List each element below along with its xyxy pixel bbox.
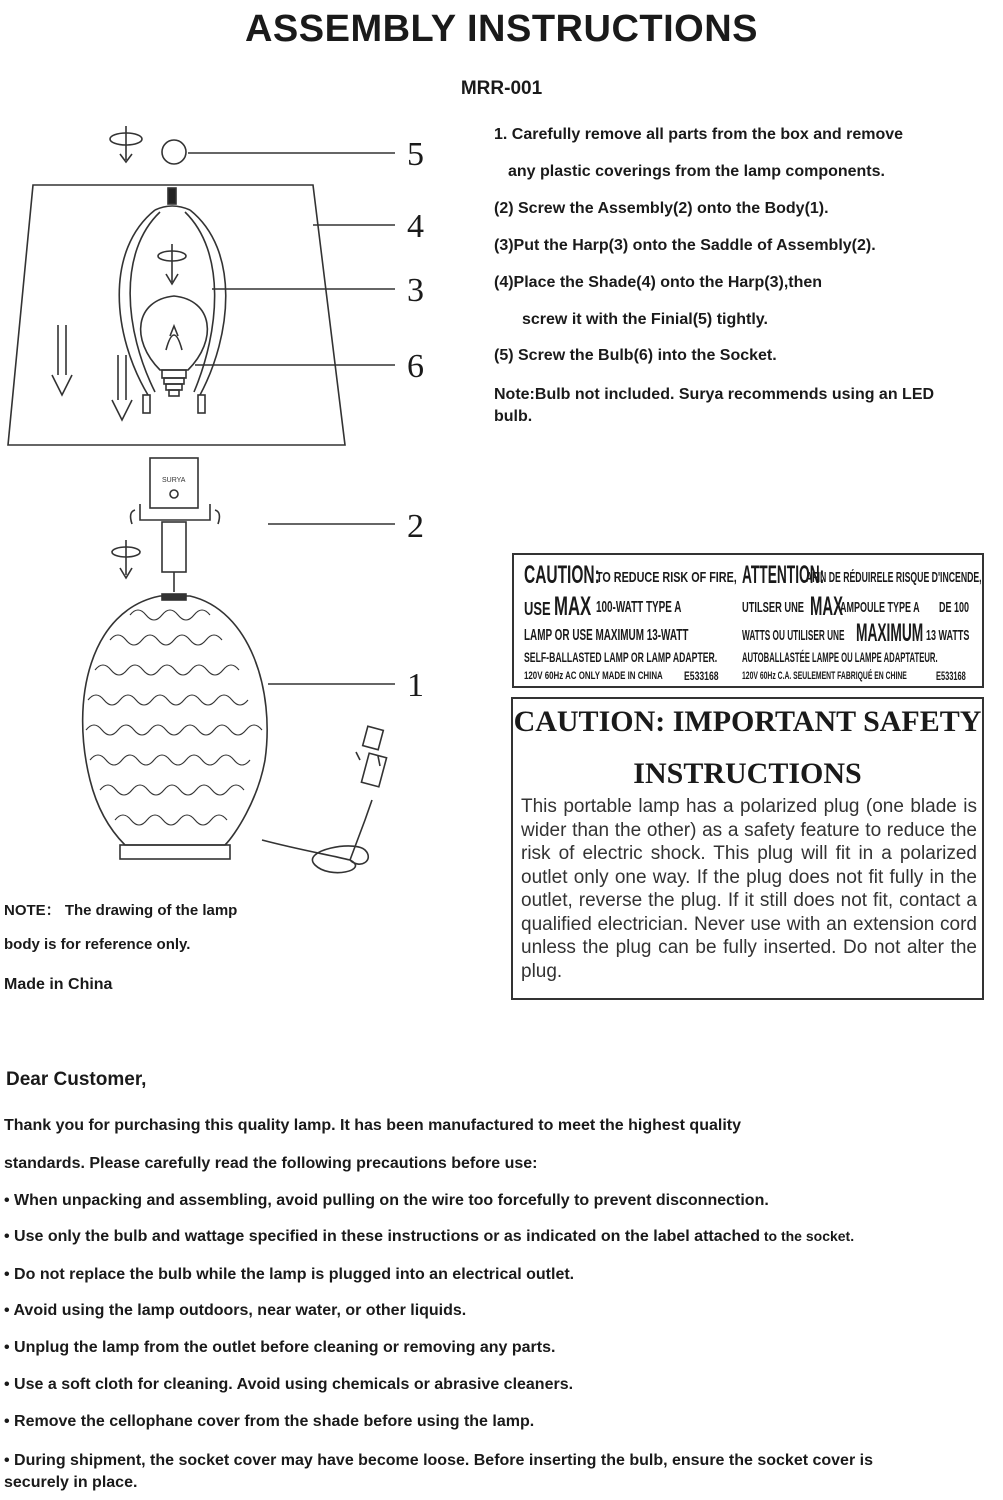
caution-fr-use: UTILSER UNE — [742, 599, 805, 616]
power-cord — [262, 726, 387, 872]
safety-heading-line-2: INSTRUCTIONS — [633, 757, 862, 790]
finial-part — [162, 140, 186, 164]
precaution-item-tail: to the socket. — [759, 1228, 855, 1244]
lamp-shade — [8, 185, 345, 445]
safety-heading-line-1: CAUTION: IMPORTANT SAFETY — [513, 705, 982, 738]
model-number: MRR-001 — [460, 78, 543, 99]
caution-fr-maximum: MAXIMUM — [856, 619, 924, 647]
precaution-item: • Remove the cellophane cover from the shade before using the lamp. — [4, 1413, 535, 1430]
precaution-item: • Unplug the lamp from the outlet before cleaning or removing any parts. — [4, 1339, 556, 1356]
bulb-note-line-2: bulb. — [494, 408, 533, 425]
caution-en-watt: 100-WATT TYPE A — [596, 599, 682, 616]
letter-greeting: Dear Customer, — [6, 1069, 147, 1090]
rotate-icon — [158, 244, 186, 284]
step-4-line-1: (4)Place the Shade(4) onto the Harp(3),then — [494, 274, 823, 291]
lamp-body-pattern — [86, 610, 262, 825]
callout-number-2: 2 — [407, 508, 424, 545]
lamp-body — [83, 594, 267, 859]
letter-intro-line-2: standards. Please carefully read the following precautions before use: — [4, 1155, 538, 1172]
precaution-item: • When unpacking and assembling, avoid pulling on the wire too forcefully to prevent disconnection. — [4, 1192, 769, 1209]
precaution-item-continued: securely in place. — [4, 1474, 138, 1491]
callout-number-3: 3 — [407, 272, 424, 309]
step-3: (3)Put the Harp(3) onto the Saddle of Assembly(2). — [494, 237, 876, 254]
step-5: (5) Screw the Bulb(6) into the Socket. — [494, 347, 777, 364]
step-2: (2) Screw the Assembly(2) onto the Body(1). — [494, 200, 829, 217]
bulb-note-line-1: Note:Bulb not included. Surya recommends using an LED — [494, 386, 935, 403]
lamp-note-line-2: body is for reference only. — [4, 936, 191, 953]
caution-heading: CAUTION: — [524, 561, 600, 589]
caution-fr-line-4: AUTOBALLASTÉE LAMPE OU LAMPE ADAPTATEUR. — [742, 649, 938, 665]
letter-intro-line-1: Thank you for purchasing this quality lamp. It has been manufactured to meet the highest quality — [4, 1117, 741, 1134]
safety-body: This portable lamp has a polarized plug (one blade is wider than the other) as a safety feature to reduce the risk of electric shock. This plug will fit in a polarized outlet only one way. If the plug does not fit fully in the outlet, reverse the plug. If it still does not fit, contact a qualified electrician. Never use with an extension cord unless the plug can be fully inserted. Do not alter the plug. — [521, 796, 977, 982]
caution-fr-code: E533168 — [936, 669, 966, 683]
safety-instructions-box — [511, 697, 984, 1000]
harp-part — [119, 188, 226, 413]
callout-number-4: 4 — [407, 208, 424, 245]
caution-en-line-4: SELF-BALLASTED LAMP OR LAMP ADAPTER. — [524, 649, 718, 665]
precaution-item: • During shipment, the socket cover may have become loose. Before inserting the bulb, ensure the socket cover is — [4, 1452, 873, 1469]
step-1-line-1: 1. Carefully remove all parts from the box and remove — [494, 126, 904, 143]
caution-fr-max: MAX — [810, 591, 843, 621]
caution-en-line-1: TO REDUCE RISK OF FIRE, — [596, 569, 737, 586]
caution-fr-line-5: 120V 60Hz C.A. SEULEMENT FABRIQUÉ EN CHINE — [742, 670, 907, 682]
down-arrow-icon — [52, 325, 72, 395]
precaution-item — [4, 1228, 854, 1246]
caution-label — [512, 553, 984, 688]
caution-en-line-5: 120V 60Hz AC ONLY MADE IN CHINA — [524, 670, 663, 682]
socket-label: SURYA — [162, 477, 186, 484]
caution-en-line-3: LAMP OR USE MAXIMUM 13-WATT — [524, 627, 689, 644]
caution-en-use: USE — [524, 599, 551, 619]
precaution-item: • Use a soft cloth for cleaning. Avoid using chemicals or abrasive cleaners. — [4, 1376, 574, 1393]
rotate-icon — [112, 540, 140, 578]
step-1-line-2: any plastic coverings from the lamp components. — [508, 163, 885, 180]
callout-number-6: 6 — [407, 348, 424, 385]
caution-fr-line-1: AFIN DE RÉDUIRELE RISQUE D'INCENDE, — [806, 569, 982, 586]
down-arrow-icon — [112, 355, 132, 420]
caution-fr-line-3b: 13 WATTS — [926, 627, 970, 644]
step-4-line-2: screw it with the Finial(5) tightly. — [522, 311, 768, 328]
callout-number-5: 5 — [407, 136, 424, 173]
callout-number-1: 1 — [407, 667, 424, 704]
caution-en-max: MAX — [554, 591, 592, 621]
precaution-item: • Avoid using the lamp outdoors, near water, or other liquids. — [4, 1302, 467, 1319]
rotate-icon — [110, 126, 142, 162]
page-title: ASSEMBLY INSTRUCTIONS — [244, 8, 759, 50]
attention-heading: ATTENTION: — [742, 561, 825, 589]
caution-en-code: E533168 — [684, 669, 719, 683]
caution-fr-de100: DE 100 — [939, 599, 970, 616]
lamp-note-line-1: NOTE： The drawing of the lamp — [4, 902, 238, 919]
caution-fr-line-3a: WATTS OU UTILISER UNE — [742, 627, 845, 644]
made-in-china: Made in China — [4, 976, 113, 993]
caution-fr-ampoule: AMPOULE TYPE A — [840, 599, 920, 616]
assembly-diagram — [0, 110, 500, 910]
precaution-item-text: • Use only the bulb and wattage specified in these instructions or as indicated on the label attached — [4, 1228, 760, 1245]
precaution-item: • Do not replace the bulb while the lamp is plugged into an electrical outlet. — [4, 1266, 575, 1283]
